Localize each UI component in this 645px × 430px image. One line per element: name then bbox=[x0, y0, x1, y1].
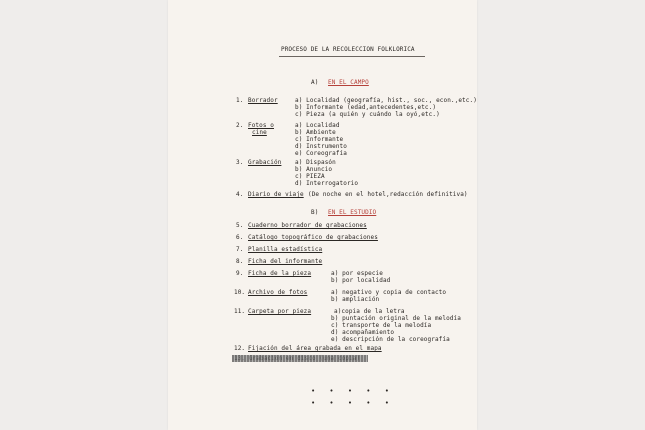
item-10-sub-b: b) ampliación bbox=[331, 296, 380, 303]
item-4-note: (De noche en el hotel,redacción definitiva) bbox=[308, 191, 468, 198]
item-9-label: Ficha de la pieza bbox=[248, 270, 312, 277]
item-2-sub-c: c) Informante bbox=[295, 136, 344, 143]
item-2-label-line-1: Fotos o bbox=[248, 122, 274, 129]
item-11-sub-c: c) transporte de la melodía bbox=[331, 322, 432, 329]
item-3-sub-c: c) PIEZA bbox=[295, 173, 325, 180]
end-marks-row-1: • • • • • bbox=[311, 387, 394, 395]
item-3-sub-b: b) Anuncio bbox=[295, 166, 333, 173]
item-3-label: Grabación bbox=[248, 159, 282, 166]
section-b-letter: B) bbox=[311, 209, 319, 216]
item-6-number: 6. bbox=[236, 234, 244, 241]
item-10-label: Archivo de fotos bbox=[248, 289, 308, 296]
item-2-sub-e: e) Coreografía bbox=[295, 150, 347, 157]
item-8-label: Ficha del informante bbox=[248, 258, 323, 265]
item-1-sub-c: c) Pieza (a quién y cuándo la oyó,etc.) bbox=[295, 111, 440, 118]
item-10-number: 10. bbox=[234, 289, 246, 296]
title-underline bbox=[279, 56, 425, 57]
item-8-number: 8. bbox=[236, 258, 244, 265]
item-9-number: 9. bbox=[236, 270, 244, 277]
item-4-number: 4. bbox=[236, 191, 244, 198]
item-7-label: Planilla estadística bbox=[248, 246, 323, 253]
item-10-sub-a: a) negativo y copia de contacto bbox=[331, 289, 447, 296]
item-1-label: Borrador bbox=[248, 97, 278, 104]
item-11-number: 11. bbox=[234, 308, 246, 315]
item-3-number: 3. bbox=[236, 159, 244, 166]
item-5-label: Cuaderno borrador de grabaciones bbox=[248, 222, 367, 229]
document-page bbox=[168, 0, 477, 430]
item-3-sub-d: d) Interrogatorio bbox=[295, 180, 359, 187]
page-title: PROCESO DE LA RECOLECCION FOLKLORICA bbox=[281, 46, 415, 53]
item-1-sub-a: a) Localidad (geografía, hist., soc., econ.,etc.) bbox=[295, 97, 477, 104]
item-1-sub-b: b) Informante (edad,antecedentes,etc.) bbox=[295, 104, 437, 111]
item-12-label: Fijación del área grabada en el mapa bbox=[248, 345, 382, 352]
item-9-sub-b: b) por localidad bbox=[331, 277, 391, 284]
item-2-sub-b: b) Ambiente bbox=[295, 129, 336, 136]
item-3-sub-a: a) Dispasón bbox=[295, 159, 336, 166]
item-2-sub-d: d) Instrumento bbox=[295, 143, 347, 150]
item-11-sub-e: e) descripción de la coreografía bbox=[331, 336, 450, 343]
item-6-label: Catálogo topográfico de grabaciones bbox=[248, 234, 378, 241]
item-2-sub-a: a) Localidad bbox=[295, 122, 340, 129]
item-11-label: Carpeta por pieza bbox=[248, 308, 312, 315]
item-11-sub-a: a)copia de la letra bbox=[334, 308, 405, 315]
item-12-number: 12. bbox=[234, 345, 246, 352]
item-9-sub-a: a) por especie bbox=[331, 270, 383, 277]
item-1-number: 1. bbox=[236, 97, 244, 104]
item-2-label-line-2: cine bbox=[252, 129, 267, 136]
item-2-number: 2. bbox=[236, 122, 244, 129]
item-11-sub-d: d) acompañamiento bbox=[331, 329, 395, 336]
section-b-heading: EN EL ESTUDIO bbox=[328, 209, 377, 216]
item-13-strikeout bbox=[232, 355, 368, 362]
item-7-number: 7. bbox=[236, 246, 244, 253]
end-marks-row-2: • • • • • bbox=[311, 399, 394, 407]
item-5-number: 5. bbox=[236, 222, 244, 229]
section-a-heading: EN EL CAMPO bbox=[328, 79, 369, 86]
item-4-label: Diario de viaje bbox=[248, 191, 304, 198]
item-11-sub-b: b) puntación original de la melodía bbox=[331, 315, 461, 322]
section-a-letter: A) bbox=[311, 79, 319, 86]
